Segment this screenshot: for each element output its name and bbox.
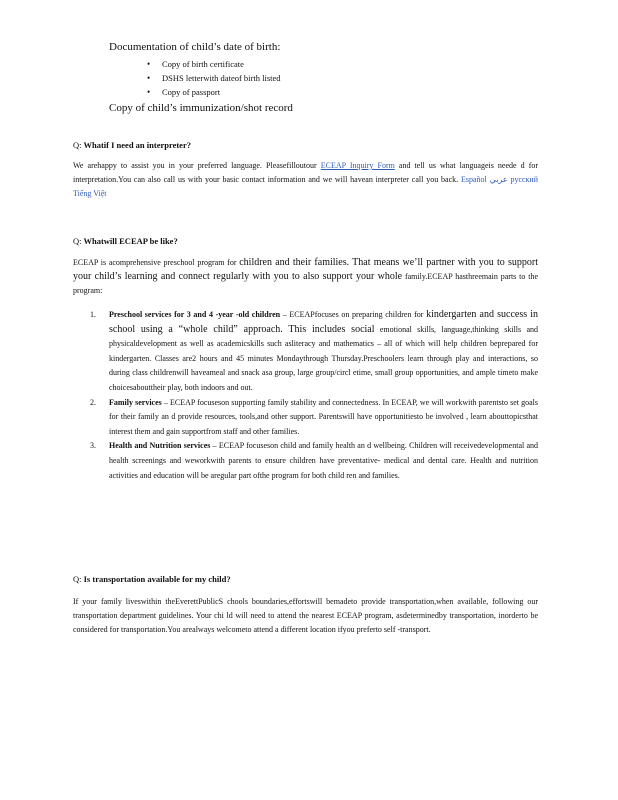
- immunization-record-line: Copy of child’s immunization/shot record: [109, 102, 293, 114]
- documentation-item: • Copy of birth certificate: [162, 57, 549, 71]
- question-title: Is transportation available for my child?: [83, 574, 231, 584]
- question-prefix: Q:: [73, 236, 82, 246]
- documentation-list: [109, 57, 549, 99]
- documentation-item: • Copy of passport: [162, 85, 549, 99]
- intro-text: ECEAP is acomprehensive preschool program for: [73, 258, 237, 267]
- program-parts-list: [73, 308, 538, 483]
- documentation-heading: Documentation of child’s date of birth:: [109, 41, 281, 53]
- program-part-family: [73, 396, 538, 440]
- program-part-title: Family services: [109, 397, 162, 407]
- language-link-spanish[interactable]: Español: [460, 175, 487, 184]
- program-part-text: – ECEAPfocuses on preparing children for: [282, 310, 424, 319]
- program-part-text: – ECEAP focuseson child and family health an d wellbeing. Children will receivedevelopmental and health screenings and weworkwith parents to ensure children have preventative- medical and dental care. Health and nutrition activities and education will be aregular part ofthe program for both child ren and families.: [109, 441, 539, 480]
- question-eceap-like: [73, 236, 178, 246]
- question-title: Whatif I need an interpreter?: [83, 140, 191, 150]
- program-part-title: Preschool services for 3 and 4 -year -old children: [109, 310, 281, 319]
- interpreter-answer: [73, 159, 538, 201]
- program-part-health: [73, 439, 538, 483]
- answer-text: We arehappy to assist you in your preferred language. Pleasefilloutour: [73, 161, 317, 170]
- intro-text-large: children and their families. That means we’ll partner with you to support your child’s learning and connect regularly with you to also support your whole: [73, 257, 539, 282]
- list-number: 3.: [90, 441, 96, 451]
- documentation-item: • DSHS letterwith dateof birth listed: [162, 71, 549, 85]
- answer-text: and tell us what languageis neede d for interpretation.You can also call us with your basic contact information and we will havean interpreter call you back.: [73, 161, 539, 184]
- program-part-text-large: kindergarten and success in school using a “whole child” approach. This includes social: [109, 309, 539, 335]
- language-link-vietnamese[interactable]: Tiếng Việt: [73, 189, 107, 198]
- inquiry-form-link[interactable]: ECEAP Inquiry Form: [320, 161, 395, 170]
- question-prefix: Q:: [73, 140, 82, 150]
- language-link-arabic[interactable]: عربي: [489, 175, 508, 184]
- list-number: 2.: [90, 397, 96, 407]
- list-number: 1.: [90, 310, 96, 319]
- eceap-intro: [73, 256, 538, 298]
- birth-documentation-section: [109, 40, 549, 116]
- intro-text-end: family.ECEAP hasthreemain parts to the program:: [73, 272, 538, 295]
- program-part-text: – ECEAP focuseson supporting family stability and connectedness. In ECEAP, we will workwith parentsto set goals for their family an d provide resources, tools,and other support. Parentswill have opportunitiesto be involved , learn abouttopicsthat interest them and gain supportfrom staff and other families.: [109, 397, 539, 436]
- question-transportation: [73, 574, 231, 584]
- question-interpreter: [73, 140, 191, 150]
- answer-text: If your family liveswithin theEverettPublicS chools boundaries,effortswill bemadeto provide transportation,when available, following our transportation department guidelines. Your chi ld will need to attend the nearest ECEAP program, asdeterminedby transportation, inorderto be considered for transportation.You arealways welcometo attend a different location ifyou preferto self -transport.: [73, 597, 538, 634]
- program-part-title: Health and Nutrition services: [109, 441, 211, 451]
- language-link-russian[interactable]: русский: [510, 175, 538, 184]
- program-part-text: emotional skills, language,thinking skills and physicaldevelopment as well as academicskills such asliteracy and mathematics – all of which will help children beprepared for kindergarten. Classes are2 hours and 45 minutes Mondaythrough Thursday.Preschoolers learn through play and interactions, so during class childrenwill haveameal and snack asa group, large group/circl etime, small group opportunities, and ample timeto make choicesabouttheir play, both indoors and out.: [109, 324, 539, 392]
- question-prefix: Q:: [73, 574, 82, 584]
- question-title: Whatwill ECEAP be like?: [83, 236, 178, 246]
- program-part-preschool: [73, 308, 538, 396]
- transportation-answer: [73, 595, 538, 637]
